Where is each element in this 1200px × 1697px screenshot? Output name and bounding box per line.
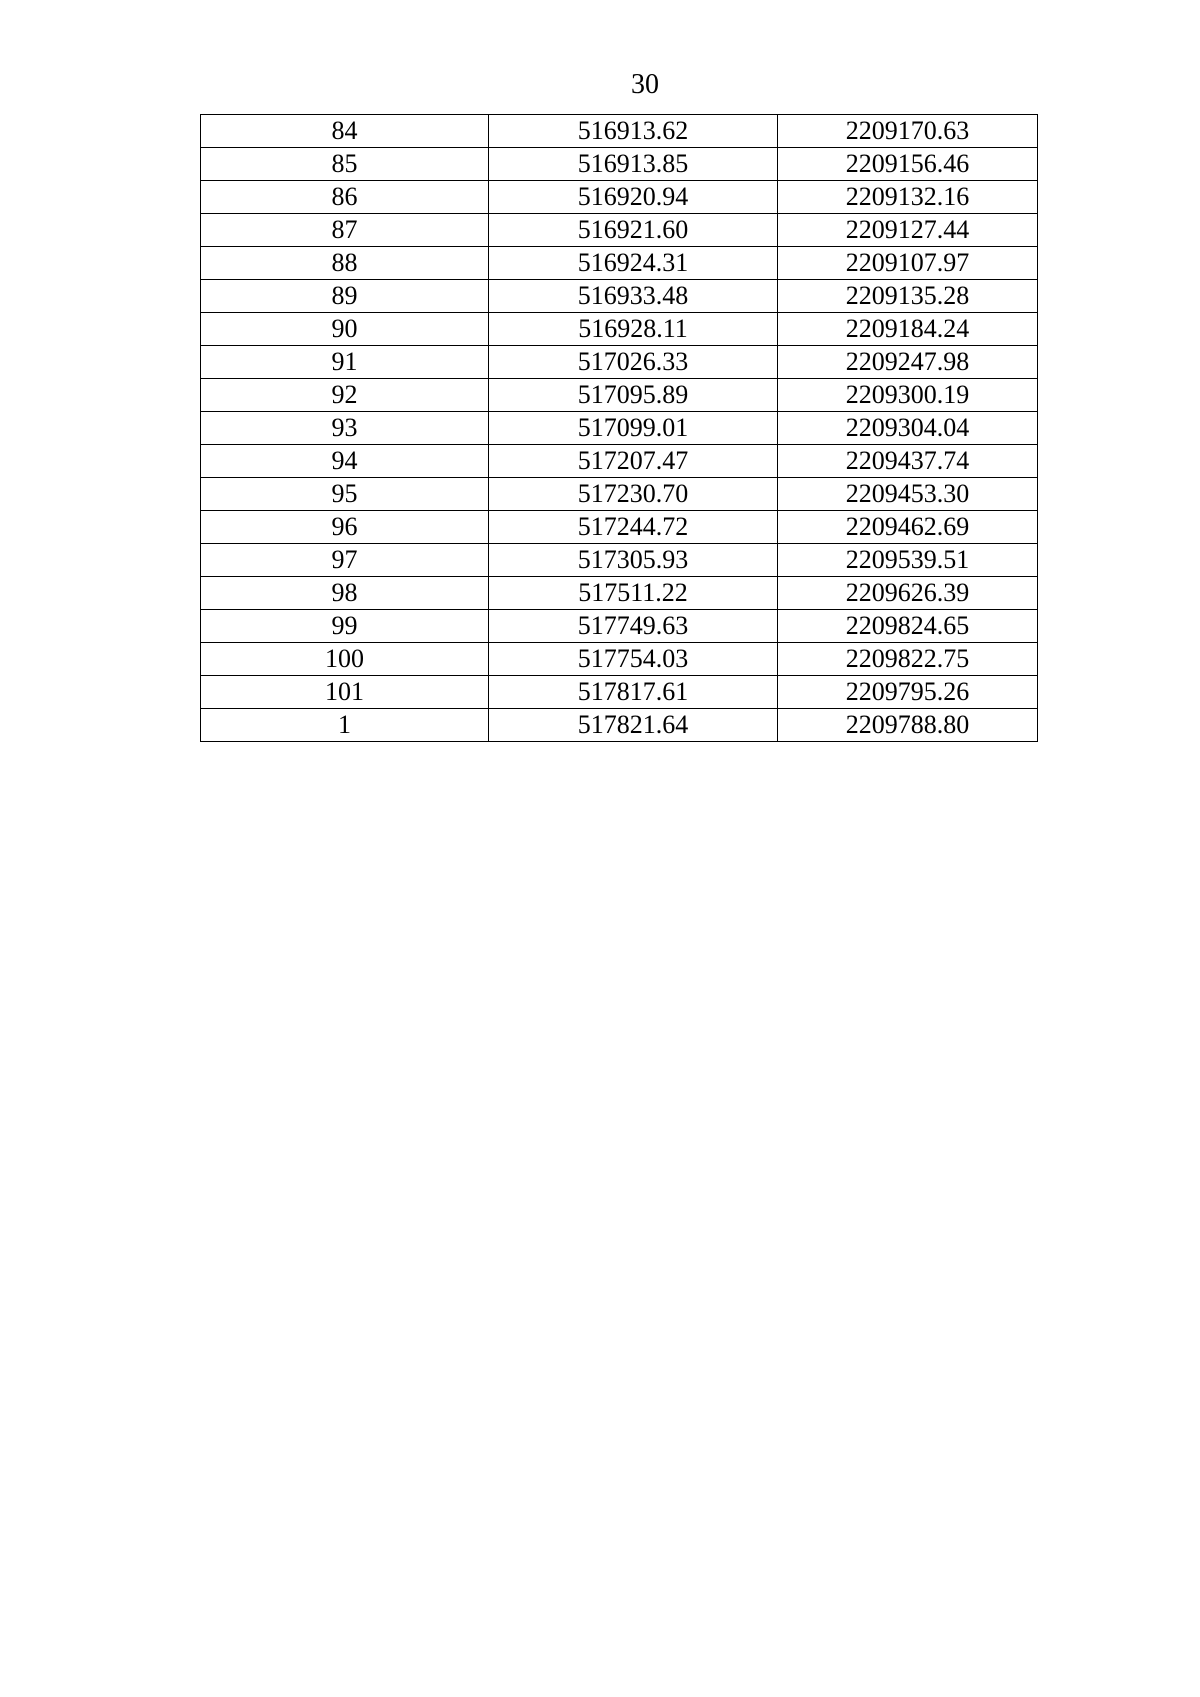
table-row <box>201 544 1038 577</box>
y-coordinate-cell: 2209462.69 <box>778 511 1038 544</box>
x-coordinate-cell: 517754.03 <box>489 643 778 676</box>
point-number-cell: 101 <box>201 676 489 709</box>
point-number-cell: 85 <box>201 148 489 181</box>
y-coordinate-cell: 2209453.30 <box>778 478 1038 511</box>
table-row <box>201 643 1038 676</box>
table-row <box>201 511 1038 544</box>
x-coordinate-cell: 516933.48 <box>489 280 778 313</box>
point-number-cell: 86 <box>201 181 489 214</box>
table-row <box>201 577 1038 610</box>
point-number-cell: 84 <box>201 115 489 148</box>
y-coordinate-cell: 2209247.98 <box>778 346 1038 379</box>
point-number-cell: 91 <box>201 346 489 379</box>
y-coordinate-cell: 2209132.16 <box>778 181 1038 214</box>
y-coordinate-cell: 2209437.74 <box>778 445 1038 478</box>
point-number-cell: 99 <box>201 610 489 643</box>
table-row <box>201 313 1038 346</box>
y-coordinate-cell: 2209135.28 <box>778 280 1038 313</box>
y-coordinate-cell: 2209788.80 <box>778 709 1038 742</box>
point-number-cell: 100 <box>201 643 489 676</box>
x-coordinate-cell: 516920.94 <box>489 181 778 214</box>
y-coordinate-cell: 2209822.75 <box>778 643 1038 676</box>
point-number-cell: 90 <box>201 313 489 346</box>
table-row <box>201 445 1038 478</box>
point-number-cell: 87 <box>201 214 489 247</box>
x-coordinate-cell: 517095.89 <box>489 379 778 412</box>
y-coordinate-cell: 2209107.97 <box>778 247 1038 280</box>
y-coordinate-cell: 2209626.39 <box>778 577 1038 610</box>
table-row <box>201 115 1038 148</box>
x-coordinate-cell: 517244.72 <box>489 511 778 544</box>
y-coordinate-cell: 2209300.19 <box>778 379 1038 412</box>
table-row <box>201 610 1038 643</box>
x-coordinate-cell: 516924.31 <box>489 247 778 280</box>
table-body <box>201 115 1038 742</box>
x-coordinate-cell: 517230.70 <box>489 478 778 511</box>
y-coordinate-cell: 2209539.51 <box>778 544 1038 577</box>
table-row <box>201 247 1038 280</box>
x-coordinate-cell: 516921.60 <box>489 214 778 247</box>
table-row <box>201 478 1038 511</box>
x-coordinate-cell: 516913.62 <box>489 115 778 148</box>
table-row <box>201 379 1038 412</box>
table-row <box>201 412 1038 445</box>
y-coordinate-cell: 2209127.44 <box>778 214 1038 247</box>
x-coordinate-cell: 517207.47 <box>489 445 778 478</box>
table-row <box>201 709 1038 742</box>
x-coordinate-cell: 516928.11 <box>489 313 778 346</box>
point-number-cell: 93 <box>201 412 489 445</box>
table-row <box>201 214 1038 247</box>
y-coordinate-cell: 2209184.24 <box>778 313 1038 346</box>
y-coordinate-cell: 2209824.65 <box>778 610 1038 643</box>
point-number-cell: 98 <box>201 577 489 610</box>
x-coordinate-cell: 517817.61 <box>489 676 778 709</box>
x-coordinate-cell: 517749.63 <box>489 610 778 643</box>
point-number-cell: 96 <box>201 511 489 544</box>
y-coordinate-cell: 2209795.26 <box>778 676 1038 709</box>
point-number-cell: 1 <box>201 709 489 742</box>
table-row <box>201 676 1038 709</box>
x-coordinate-cell: 517305.93 <box>489 544 778 577</box>
x-coordinate-cell: 516913.85 <box>489 148 778 181</box>
point-number-cell: 94 <box>201 445 489 478</box>
x-coordinate-cell: 517099.01 <box>489 412 778 445</box>
table-row <box>201 346 1038 379</box>
point-number-cell: 89 <box>201 280 489 313</box>
page-number: 30 <box>631 69 659 100</box>
table-row <box>201 280 1038 313</box>
x-coordinate-cell: 517511.22 <box>489 577 778 610</box>
y-coordinate-cell: 2209304.04 <box>778 412 1038 445</box>
y-coordinate-cell: 2209156.46 <box>778 148 1038 181</box>
table-row <box>201 148 1038 181</box>
point-number-cell: 95 <box>201 478 489 511</box>
coordinate-table <box>200 114 1038 742</box>
y-coordinate-cell: 2209170.63 <box>778 115 1038 148</box>
table-row <box>201 181 1038 214</box>
point-number-cell: 92 <box>201 379 489 412</box>
x-coordinate-cell: 517821.64 <box>489 709 778 742</box>
point-number-cell: 88 <box>201 247 489 280</box>
point-number-cell: 97 <box>201 544 489 577</box>
x-coordinate-cell: 517026.33 <box>489 346 778 379</box>
